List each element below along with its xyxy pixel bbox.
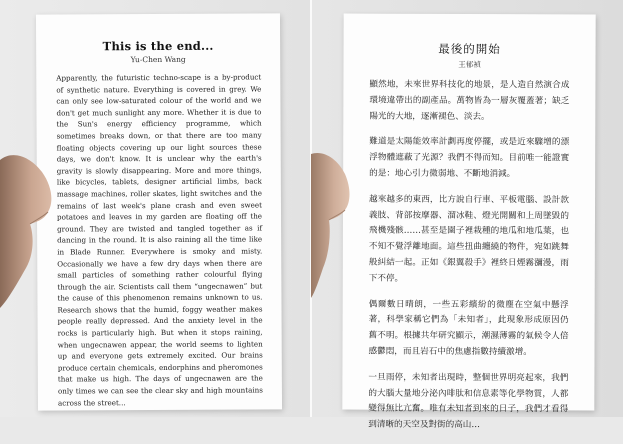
body-paragraph: 越來越多的東西，比方說自行車、平板電腦、設計款義肢、背部按摩器、溜冰鞋、燈光開關和上周墜毀的飛機殘骸……甚至是園子裡栽種的地瓜和地瓜葉，也不知不覺浮離地面。這些扭曲纏繞的物件，宛如跳舞般糾結一起。正如《銀翼殺手》裡終日煙霧瀰漫，雨下不停。 <box>368 194 570 284</box>
photo-divider <box>310 0 312 417</box>
card-body <box>56 71 263 408</box>
body-paragraph: 一旦雨停，未知者出現時，整個世界明亮起來，我們的大腦大量地分泌內啡肽和信息素等化學物質，人都變得無比亢奮。唯有未知者到來的日子，我們才看得到清晰的天空及對街的高山… <box>368 372 569 431</box>
card-body <box>368 78 569 444</box>
card-title: This is the end... <box>102 38 214 54</box>
card-author: Yu-Chen Wang <box>130 54 186 65</box>
body-paragraph: 偶爾數日晴朗，一些五彩繽紛的微塵在空氣中懸浮著，科學家稱它們為「未知者」，此現象形成原因仍舊不明。根據共年研究顯示，潮濕薄霧的氣候令人倍感鬱悶，而且岩石中的焦慮指數持續激增。 <box>368 299 569 358</box>
card-author: 王郁禎 <box>458 59 481 70</box>
chinese-text-card <box>342 14 595 431</box>
body-paragraph: Apparently, the futuristic techno-scape is a by-product of synthetic nature. Everything is covered in grey. We can only see low-saturated colour of the world and we don't get much sunlight any more. Whether it is due to the Sun's energy efficiency programme, which sometimes breaks down, or that there are too many floating objects covering up our light sources these days, we don't know. It is unclear why the earth's gravity is slowly disappearing. More and more things, like bicycles, tablets, designer artificial limbs, back massage machines, roller skates, light switches and the remains of last week's plane crash and even sweet potatoes and leaves in my garden are floating off the ground. They are twisted and tangled together as if dancing in the round. It is also raining all the time like in Blade Runner. Everywhere is smoky and misty. Occasionally we have a few dry days when there are small particles of something rather colourful flying through the air. Scientists call them “ungecnawen” but the cause of this phenomenon remains unknown to us. Research shows that the humid, foggy weather makes people really depressed. And the anxiety level in the rocks is particularly high. But when it stops raining, when ungecnawen appear, the world seems to lighten up and everyone gets extremely excited. Our brains produce certain chemicals, endorphins and pheromones that make us high. The days of ungecnawen are the only times we can see the clear sky and high mountains across the street... <box>56 72 263 408</box>
body-paragraph: 難道是太陽能效率計劃再度停擺，或是近來驟增的漂浮物體遮蔽了光源？我們不得而知。目前唯一能證實的是：地心引力微弱地、不斷地消減。 <box>369 137 570 180</box>
card-title: 最後的開始 <box>438 41 501 57</box>
english-text-card <box>36 13 282 410</box>
body-paragraph: 顯然地，未來世界科技化的地景，是人造自然演合成環境違帶出的副產品。萬物皆為一層灰覆蓋著；缺乏陽光的大地，逐漸褪色、淡去。 <box>369 79 570 122</box>
